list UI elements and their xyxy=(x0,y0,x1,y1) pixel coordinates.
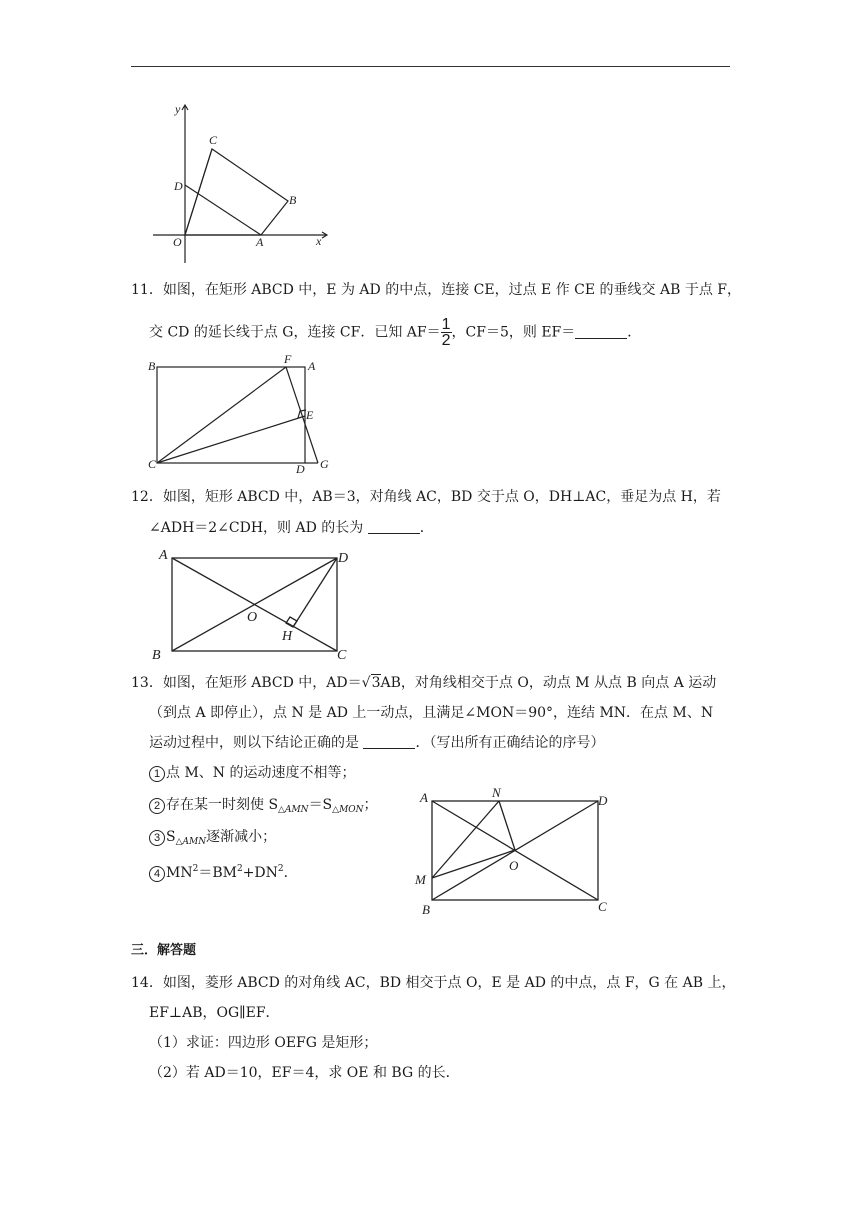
option-text: +DN xyxy=(242,865,278,881)
point-label-d: D xyxy=(598,793,608,808)
q14-line4: （2）若 AD＝10，EF＝4，求 OE 和 BG 的长． xyxy=(149,1065,460,1081)
q13-line3 xyxy=(149,733,604,753)
q13-option-4 xyxy=(149,859,298,883)
point-label-d: D xyxy=(174,179,183,193)
q11-text-b: ，CF＝5，则 EF＝ xyxy=(451,324,576,341)
option-text: 逐渐减小； xyxy=(206,829,277,845)
q13-option-3 xyxy=(149,827,276,852)
circled-number: 4 xyxy=(149,866,165,882)
point-label-d: D xyxy=(338,551,349,566)
point-label-b: B xyxy=(422,902,430,917)
q13-text-b: ．（写出所有正确结论的序号） xyxy=(415,735,605,751)
q13-text-a: 运动过程中，则以下结论正确的是 xyxy=(149,735,364,751)
q13-option-2 xyxy=(149,795,378,820)
point-label-g: G xyxy=(320,457,329,471)
point-label-m: M xyxy=(415,872,426,887)
figure-q13 xyxy=(410,786,625,918)
subscript: △AMN xyxy=(175,837,207,847)
q13-line1 xyxy=(131,673,716,693)
axis-y-label: y xyxy=(175,102,181,116)
q12-text-a: ∠ADH＝2∠CDH，则 AD 的长为 xyxy=(149,520,368,536)
section-heading: 三．解答题 xyxy=(131,943,197,958)
point-label-a: A xyxy=(159,548,168,563)
q13-option-1 xyxy=(149,763,356,783)
option-text: 存在某一时刻使 S xyxy=(166,797,279,813)
point-label-c: C xyxy=(209,133,218,147)
answer-blank xyxy=(368,519,420,534)
q13-text-b: AB，对角线相交于点 O，动点 M 从点 B 向点 A 运动 xyxy=(380,675,717,691)
option-text: ＝BM xyxy=(198,865,237,881)
sqrt-value: 3 xyxy=(371,675,381,691)
q11-text-a: 交 CD 的延长线于点 G，连接 CF．已知 AF＝ xyxy=(149,324,441,341)
q13-text-a: 13．如图，在矩形 ABCD 中，AD＝ xyxy=(131,675,362,691)
point-label-o: O xyxy=(247,610,258,625)
point-label-c: C xyxy=(337,648,347,663)
point-label-a: A xyxy=(256,235,264,249)
point-label-e: E xyxy=(306,408,314,422)
circled-number: 3 xyxy=(149,830,165,846)
q14-line2: EF⊥AB，OG∥EF． xyxy=(149,1005,280,1021)
point-label-o: O xyxy=(173,235,182,249)
option-text: ＝S xyxy=(308,797,333,813)
point-label-o: O xyxy=(509,858,519,873)
point-label-b: B xyxy=(289,193,297,207)
circled-number: 1 xyxy=(149,766,165,782)
fraction-numerator: 1 xyxy=(441,316,451,333)
option-text: MN xyxy=(166,865,193,881)
header-rule xyxy=(131,66,730,67)
figure-q12 xyxy=(148,544,358,664)
axis-x-label: x xyxy=(316,234,322,248)
option-text: 点 M、N 的运动速度不相等； xyxy=(166,765,356,781)
point-label-b: B xyxy=(148,359,156,373)
q12-line1: 12．如图，矩形 ABCD 中，AB＝3，对角线 AC，BD 交于点 O，DH⊥AC，垂足为点 H，若 xyxy=(131,489,721,505)
point-label-n: N xyxy=(492,786,501,800)
subscript: △AMN xyxy=(278,805,309,815)
figure-q10 xyxy=(148,100,338,266)
superscript: 2 xyxy=(277,864,284,874)
point-label-a: A xyxy=(420,790,428,805)
q12-line2 xyxy=(149,518,434,538)
point-label-c: C xyxy=(598,899,607,914)
q11-line1: 11．如图，在矩形 ABCD 中，E 为 AD 的中点，连接 CE，过点 E 作 CE 的垂线交 AB 于点 F， xyxy=(131,282,742,298)
point-label-d: D xyxy=(296,462,305,475)
q14-line1: 14．如图，菱形 ABCD 的对角线 AC，BD 相交于点 O，E 是 AD 的中点，点 F，G 在 AB 上， xyxy=(131,975,736,991)
subscript: △MON xyxy=(332,805,364,815)
answer-blank xyxy=(575,324,627,339)
q11-text-c: ． xyxy=(627,324,642,341)
sqrt-symbol: √ xyxy=(361,675,371,691)
q11-line2 xyxy=(149,317,641,348)
figure-q11 xyxy=(145,355,340,475)
option-text: ． xyxy=(283,865,298,881)
q12-text-b: ． xyxy=(419,520,434,536)
point-label-h: H xyxy=(282,629,293,644)
option-text: ； xyxy=(363,797,378,813)
circled-number: 2 xyxy=(149,798,165,814)
point-label-f: F xyxy=(284,355,292,366)
q14-line3: （1）求证：四边形 OEFG 是矩形； xyxy=(149,1035,378,1051)
point-label-c: C xyxy=(148,457,157,471)
fraction-one-half xyxy=(441,317,452,348)
answer-blank xyxy=(363,734,415,749)
superscript: 2 xyxy=(192,864,199,874)
fraction-denominator: 2 xyxy=(441,332,451,349)
option-text: S xyxy=(166,829,176,845)
q13-line2: （到点 A 即停止），点 N 是 AD 上一动点，且满足∠MON＝90°，连结 MN．在点 M、N xyxy=(149,705,714,721)
point-label-b: B xyxy=(152,648,161,663)
superscript: 2 xyxy=(236,864,243,874)
point-label-a: A xyxy=(308,359,316,373)
